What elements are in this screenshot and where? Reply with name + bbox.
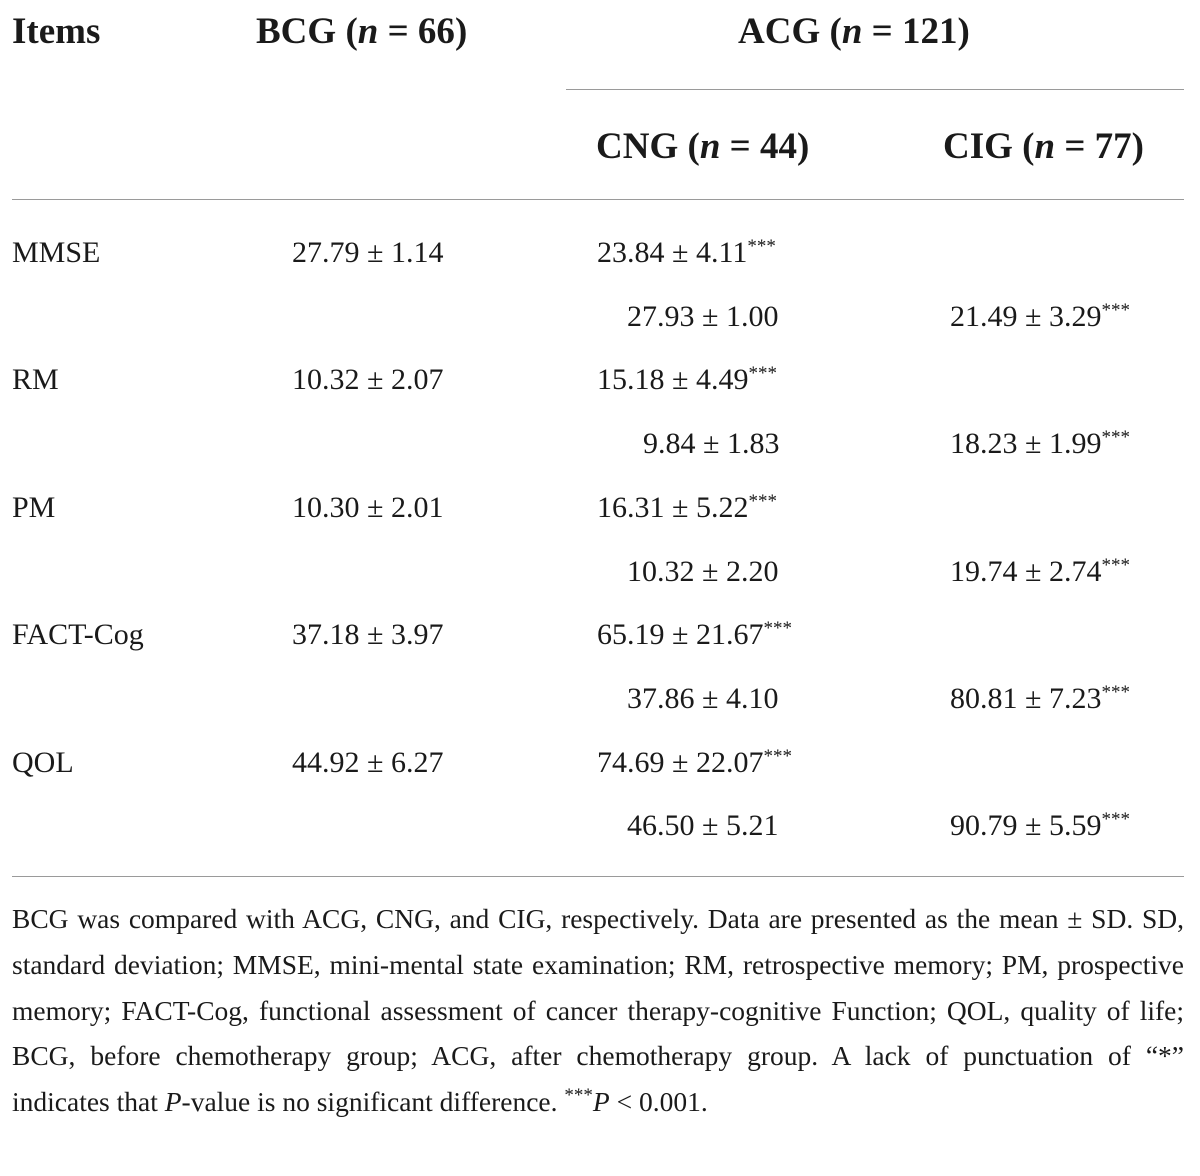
row-pm-cig: 19.74 ± 2.74***: [950, 555, 1130, 588]
significance-mark: ***: [1101, 300, 1130, 321]
row-rm-cng: 9.84 ± 1.83: [643, 427, 780, 460]
table-bottom-rule: [12, 876, 1184, 877]
header-cng: CNG (n = 44): [596, 126, 810, 167]
row-qol-cig: 90.79 ± 5.59***: [950, 809, 1130, 842]
row-pm-cng: 10.32 ± 2.20: [627, 555, 779, 588]
significance-mark: ***: [747, 236, 776, 257]
row-pm-bcg: 10.30 ± 2.01: [292, 491, 444, 524]
significance-mark: ***: [1101, 682, 1130, 703]
row-mmse-acg: 23.84 ± 4.11***: [597, 236, 776, 269]
row-qol-cng: 46.50 ± 5.21: [627, 809, 779, 842]
acg-header-rule: [566, 89, 1184, 90]
significance-mark: ***: [1101, 809, 1130, 830]
significance-mark: ***: [748, 491, 777, 512]
row-pm-acg: 16.31 ± 5.22***: [597, 491, 777, 524]
significance-mark: ***: [1101, 427, 1130, 448]
header-bottom-rule: [12, 199, 1184, 200]
row-qol-acg: 74.69 ± 22.07***: [597, 746, 792, 779]
row-rm-item: RM: [12, 363, 59, 396]
row-mmse-cig: 21.49 ± 3.29***: [950, 300, 1130, 333]
row-mmse-bcg: 27.79 ± 1.14: [292, 236, 444, 269]
row-qol-item: QOL: [12, 746, 74, 779]
row-factcog-bcg: 37.18 ± 3.97: [292, 618, 444, 651]
significance-mark: ***: [748, 363, 777, 384]
header-bcg: BCG (n = 66): [256, 11, 468, 52]
row-factcog-item: FACT-Cog: [12, 618, 144, 651]
significance-mark: ***: [763, 746, 792, 767]
row-rm-acg: 15.18 ± 4.49***: [597, 363, 777, 396]
row-qol-bcg: 44.92 ± 6.27: [292, 746, 444, 779]
header-acg: ACG (n = 121): [738, 11, 970, 52]
row-mmse-item: MMSE: [12, 236, 101, 269]
row-rm-cig: 18.23 ± 1.99***: [950, 427, 1130, 460]
table-footnote: BCG was compared with ACG, CNG, and CIG, respectively. Data are presented as the mean ± SD. SD, standard deviation; MMSE, mini-mental state examination; RM, retrospective memory; PM, prospective memory; FACT-Cog, functional assessment of cancer therapy-cognitive Function; QOL, quality of life; BCG, before chemotherapy group; ACG, after chemotherapy group. A lack of punctuation of “*” indicates that P-value is no significant difference. ***P < 0.001.: [12, 903, 1184, 1118]
row-factcog-cng: 37.86 ± 4.10: [627, 682, 779, 715]
row-rm-bcg: 10.32 ± 2.07: [292, 363, 444, 396]
significance-mark: ***: [1101, 555, 1130, 576]
row-pm-item: PM: [12, 491, 56, 524]
row-mmse-cng: 27.93 ± 1.00: [627, 300, 779, 333]
header-cig: CIG (n = 77): [943, 126, 1144, 167]
significance-mark: ***: [763, 618, 792, 639]
row-factcog-acg: 65.19 ± 21.67***: [597, 618, 792, 651]
header-items: Items: [12, 11, 101, 52]
row-factcog-cig: 80.81 ± 7.23***: [950, 682, 1130, 715]
